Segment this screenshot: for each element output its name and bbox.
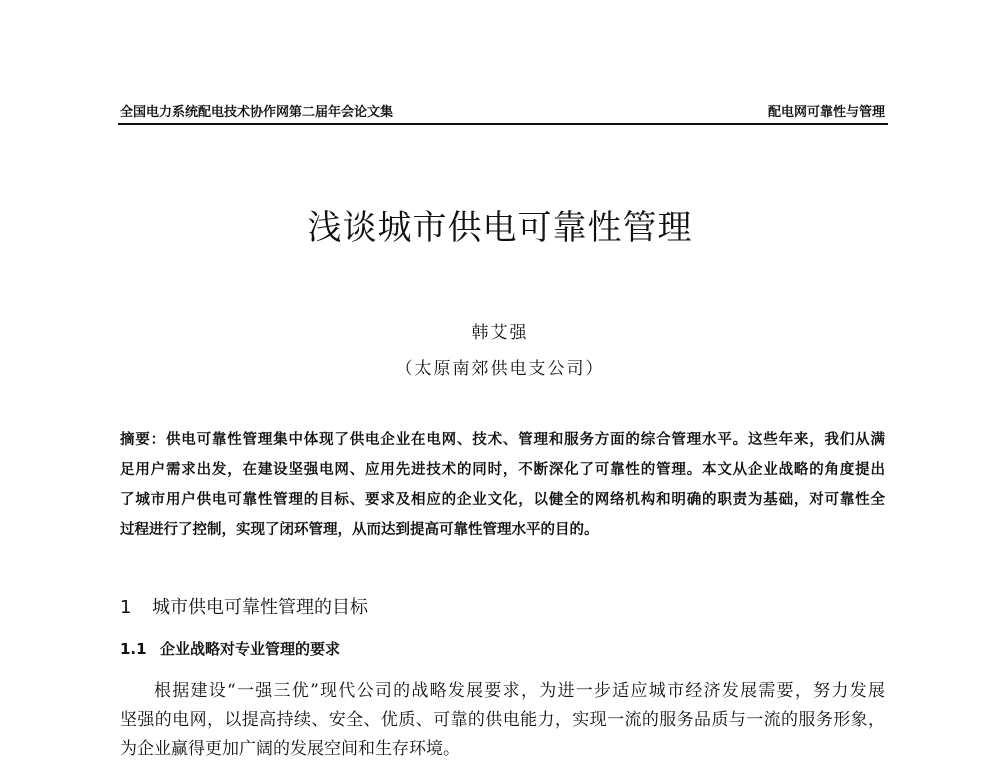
header-rule xyxy=(118,123,888,125)
abstract xyxy=(120,430,885,550)
running-header-left: 全国电力系统配电技术协作网第二届年会论文集 xyxy=(120,105,394,120)
paper-title: 浅谈城市供电可靠性管理 xyxy=(307,208,693,248)
body-paragraph xyxy=(120,680,885,760)
subsection-heading xyxy=(120,638,340,659)
section-number: 1 xyxy=(120,597,132,618)
affiliation: （太原南郊供电支公司） xyxy=(395,359,605,379)
subsection-title: 企业战略对专业管理的要求 xyxy=(160,640,341,658)
section-heading xyxy=(120,593,368,619)
paragraph-line: 坚强的电网，以提高持续、安全、优质、可靠的供电能力，实现一流的服务品质与一流的服务形象， xyxy=(120,710,885,730)
running-header-right: 配电网可靠性与管理 xyxy=(767,105,885,120)
abstract-line: 了城市用户供电可靠性管理的目标、要求及相应的企业文化，以健全的网络机构和明确的职责为基础，对可靠性全 xyxy=(120,491,885,508)
paragraph-line: 根据建设“一强三优”现代公司的战略发展要求，为进一步适应城市经济发展需要，努力发展 xyxy=(154,681,885,701)
abstract-line: 足用户需求出发，在建设坚强电网、应用先进技术的同时，不断深化了可靠性的管理。本文从企业战略的角度提出 xyxy=(120,461,885,478)
abstract-line: 摘要：供电可靠性管理集中体现了供电企业在电网、技术、管理和服务方面的综合管理水平。这些年来，我们从满 xyxy=(120,431,885,448)
abstract-line: 过程进行了控制，实现了闭环管理，从而达到提高可靠性管理水平的目的。 xyxy=(120,521,599,538)
subsection-number: 1.1 xyxy=(120,640,147,658)
paragraph-line: 为企业赢得更加广阔的发展空间和生存环境。 xyxy=(120,739,460,759)
section-title: 城市供电可靠性管理的目标 xyxy=(152,597,368,618)
author: 韩艾强 xyxy=(471,323,529,343)
